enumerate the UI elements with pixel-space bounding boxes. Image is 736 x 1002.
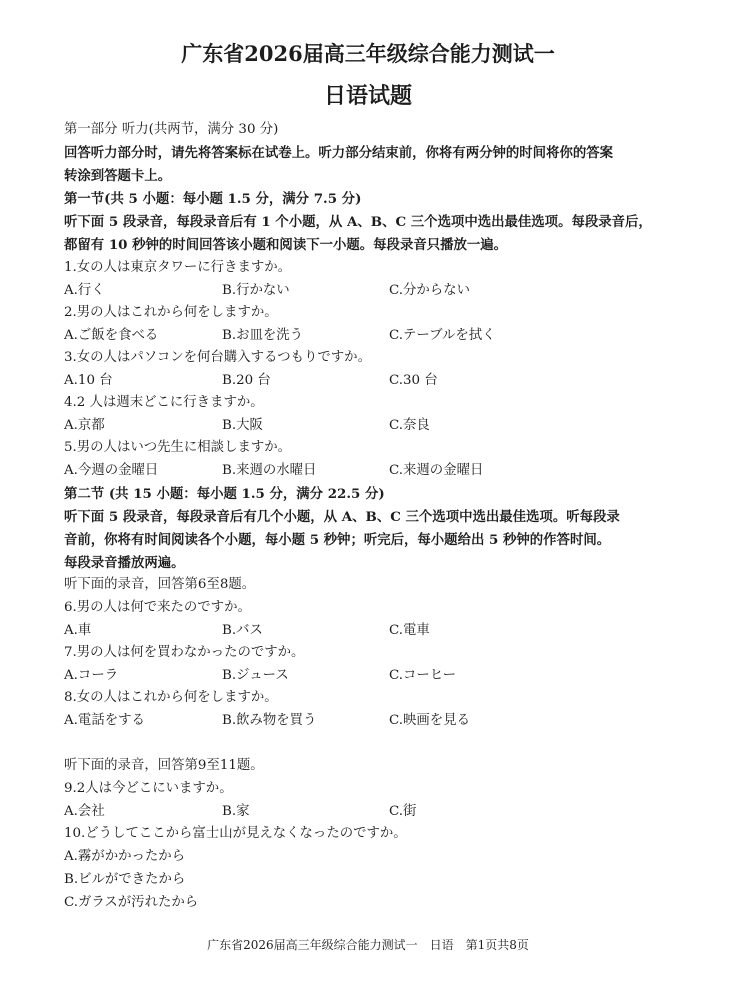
option-a: A.ご飯を食べる	[64, 328, 159, 343]
option-a: A.10 台	[64, 373, 113, 388]
question-10-option-c: C.ガラスが汚れたから	[64, 895, 199, 910]
question-3: 3.女の人はパソコンを何台購入するつもりですか。	[64, 350, 371, 365]
question-10-option-b: B.ビルができたから	[64, 872, 186, 887]
section1-instruction: 听下面 5 段录音，每段录音后有 1 个小题，从 A、B、C 三个选项中选出最佳选项。每段录音后，	[64, 214, 652, 230]
question-10-option-a: A.霧がかかったから	[64, 849, 186, 864]
question-7-options	[64, 666, 694, 686]
section2-instruction: 每段录音播放两遍。	[64, 555, 185, 571]
option-a: A.電話をする	[64, 713, 145, 728]
option-b: B.行かない	[222, 283, 290, 298]
option-c: C.分からない	[389, 283, 470, 298]
option-a: A.行く	[64, 283, 105, 298]
option-c: C.30 台	[389, 373, 438, 388]
option-a: A.京都	[64, 418, 105, 433]
question-2: 2.男の人はこれから何をしますか。	[64, 305, 278, 320]
option-c: C.コーヒー	[389, 668, 457, 683]
question-6: 6.男の人は何で来たのですか。	[64, 600, 251, 615]
question-5-options	[64, 461, 694, 481]
option-b: B.お皿を洗う	[222, 328, 304, 343]
question-2-options	[64, 326, 694, 346]
option-c: C.街	[389, 804, 417, 819]
option-b: B.ジュース	[222, 668, 289, 683]
question-8: 8.女の人はこれから何をしますか。	[64, 690, 278, 705]
option-c: C.奈良	[389, 418, 430, 433]
question-9: 9.2人は今どこにいますか。	[64, 781, 233, 796]
question-6-options	[64, 621, 694, 641]
question-1: 1.女の人は東京タワーに行きますか。	[64, 260, 292, 275]
option-b: B.来週の水曜日	[222, 463, 317, 478]
part1-heading: 第一部分 听力(共两节，满分 30 分)	[64, 122, 279, 137]
question-4-options	[64, 416, 694, 436]
question-8-options	[64, 711, 694, 731]
option-c: C.電車	[389, 623, 430, 638]
question-4: 4.2 人は週末どこに行きますか。	[64, 395, 264, 410]
option-a: A.今週の金曜日	[64, 463, 159, 478]
section1-instruction: 都留有 10 秒钟的时间回答该小题和阅读下一小题。每段录音只播放一遍。	[64, 237, 508, 253]
question-5: 5.男の人はいつ先生に相談しますか。	[64, 440, 292, 455]
question-3-options	[64, 371, 694, 391]
question-7: 7.男の人は何を買わなかったのですか。	[64, 645, 305, 660]
option-c: C.映画を見る	[389, 713, 470, 728]
option-b: B.大阪	[222, 418, 263, 433]
option-b: B.バス	[222, 623, 263, 638]
question-10: 10.どうしてここから富士山が見えなくなったのですか。	[64, 826, 407, 841]
part1-instruction: 回答听力部分时，请先将答案标在试卷上。听力部分结束前，你将有两分钟的时间将你的答案	[64, 145, 614, 161]
section2-instruction: 听下面 5 段录音，每段录音后有几个小题，从 A、B、C 三个选项中选出最佳选项。听每段录	[64, 509, 620, 525]
exam-title: 广东省2026届高三年级综合能力测试一	[181, 41, 555, 66]
question-9-options	[64, 802, 694, 822]
part1-instruction: 转涂到答题卡上。	[64, 168, 172, 184]
option-c: C.来週の金曜日	[389, 463, 484, 478]
option-a: A.会社	[64, 804, 105, 819]
option-b: B.飲み物を買う	[222, 713, 317, 728]
section2-instruction: 音前，你将有时间阅读各个小题，每小题 5 秒钟；听完后，每小题给出 5 秒钟的作答时间。	[64, 532, 611, 548]
option-a: A.車	[64, 623, 92, 638]
option-b: B.家	[222, 804, 250, 819]
option-a: A.コーラ	[64, 668, 119, 683]
section1-heading: 第一节(共 5 小题：每小题 1.5 分，满分 7.5 分)	[64, 191, 362, 207]
question-1-options	[64, 281, 694, 301]
page-footer: 广东省2026届高三年级综合能力测试一 日语 第1页共8页	[207, 938, 529, 952]
group1-intro: 听下面的录音，回答第6至8题。	[64, 577, 256, 592]
option-b: B.20 台	[222, 373, 271, 388]
section2-heading: 第二节 (共 15 小题：每小题 1.5 分，满分 22.5 分)	[64, 486, 385, 502]
option-c: C.テーブルを拭く	[389, 328, 496, 343]
group2-intro: 听下面的录音，回答第9至11题。	[64, 758, 264, 773]
exam-subject: 日语试题	[323, 84, 412, 109]
